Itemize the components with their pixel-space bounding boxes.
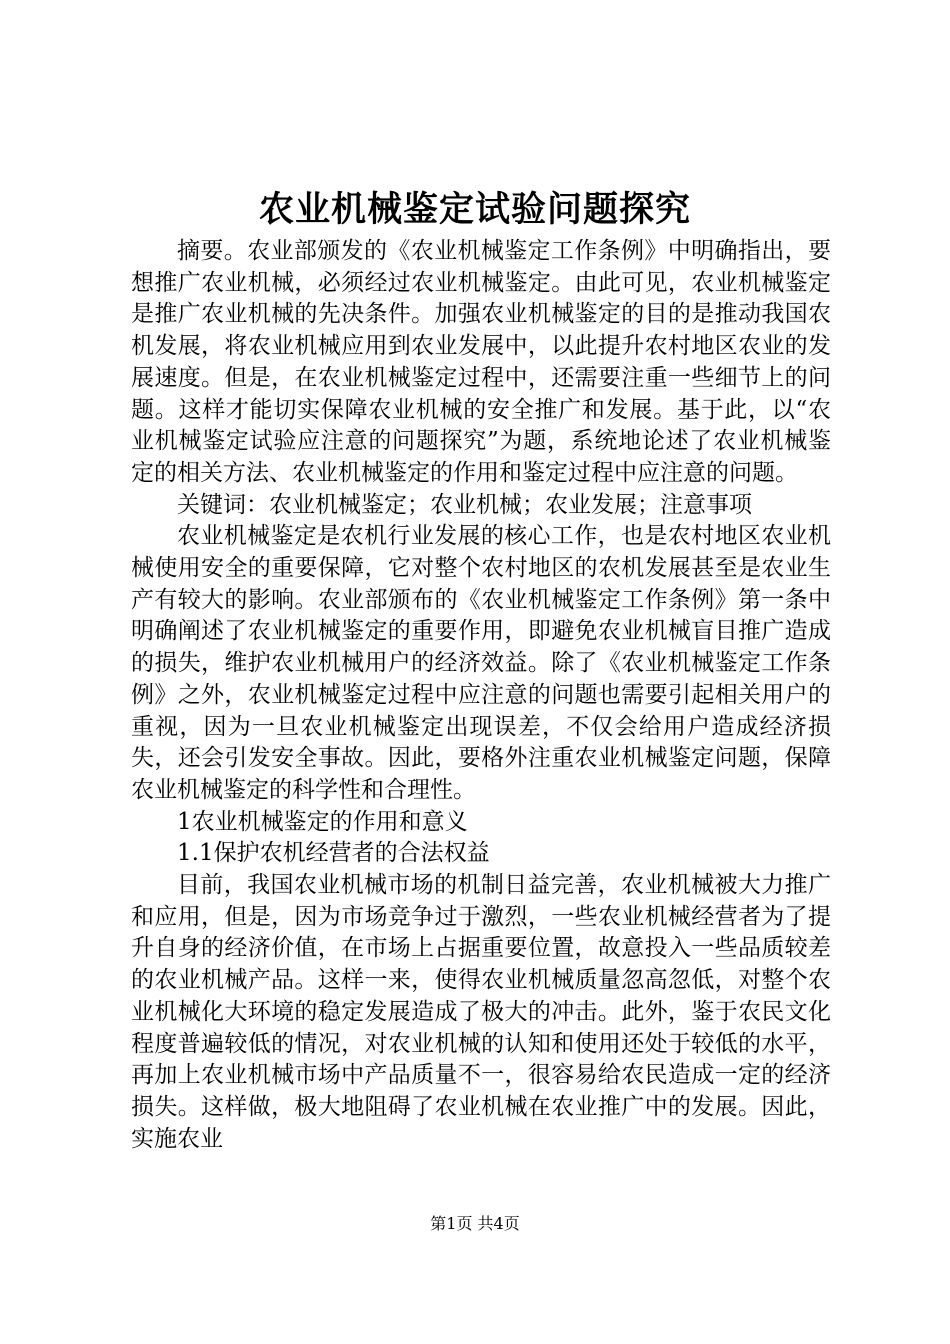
section-heading: 1农业机械鉴定的作用和意义 [177, 808, 468, 835]
document-body [131, 236, 831, 1155]
abstract-paragraph: 摘要。农业部颁发的《农业机械鉴定工作条例》中明确指出，要想推广农业机械，必须经过农业机械鉴定。由此可见，农业机械鉴定是推广农业机械的先决条件。加强农业机械鉴定的目的是推动我国农机发展，将农业机械应用到农业发展中，以此提升农村地区农业的发展速度。但是，在农业机械鉴定过程中，还需要注重一些细节上的问题。这样才能切实保障农业机械的安全推广和发展。基于此，以“农业机械鉴定试验应注意的问题探究”为题，系统地论述了农业机械鉴定的相关方法、农业机械鉴定的作用和鉴定过程中应注意的问题。 [131, 238, 831, 486]
body-paragraph: 目前，我国农业机械市场的机制日益完善，农业机械被大力推广和应用，但是，因为市场竞争过于激烈，一些农业机械经营者为了提升自身的经济价值，在市场上占据重要位置，故意投入一些品质较差的农业机械产品。这样一来，使得农业机械质量忽高忽低，对整个农业机械化大环境的稳定发展造成了极大的冲击。此外，鉴于农民文化程度普遍较低的情况，对农业机械的认知和使用还处于较低的水平，再加上农业机械市场中产品质量不一，很容易给农民造成一定的经济损失。这样做，极大地阻碍了农业机械在农业推广中的发展。因此，实施农业 [131, 872, 831, 1152]
intro-paragraph: 农业机械鉴定是农机行业发展的核心工作，也是农村地区农业机械使用安全的重要保障，它对整个农村地区的农机发展甚至是农业生产有较大的影响。农业部颁布的《农业机械鉴定工作条例》第一条中明确阐述了农业机械鉴定的重要作用，即避免农业机械盲目推广造成的损失，维护农业机械用户的经济效益。除了《农业机械鉴定工作条例》之外，农业机械鉴定过程中应注意的问题也需要引起相关用户的重视，因为一旦农业机械鉴定出现误差，不仅会给用户造成经济损失，还会引发安全事故。因此，要格外注重农业机械鉴定问题，保障农业机械鉴定的科学性和合理性。 [131, 523, 831, 803]
document-title: 农业机械鉴定试验问题探究 [258, 189, 691, 230]
page-footer: 第1页 共4页 [430, 1214, 520, 1233]
subsection-heading: 1.1保护农机经营者的合法权益 [177, 840, 490, 867]
keywords-paragraph: 关键词：农业机械鉴定；农业机械；农业发展；注意事项 [177, 491, 752, 518]
